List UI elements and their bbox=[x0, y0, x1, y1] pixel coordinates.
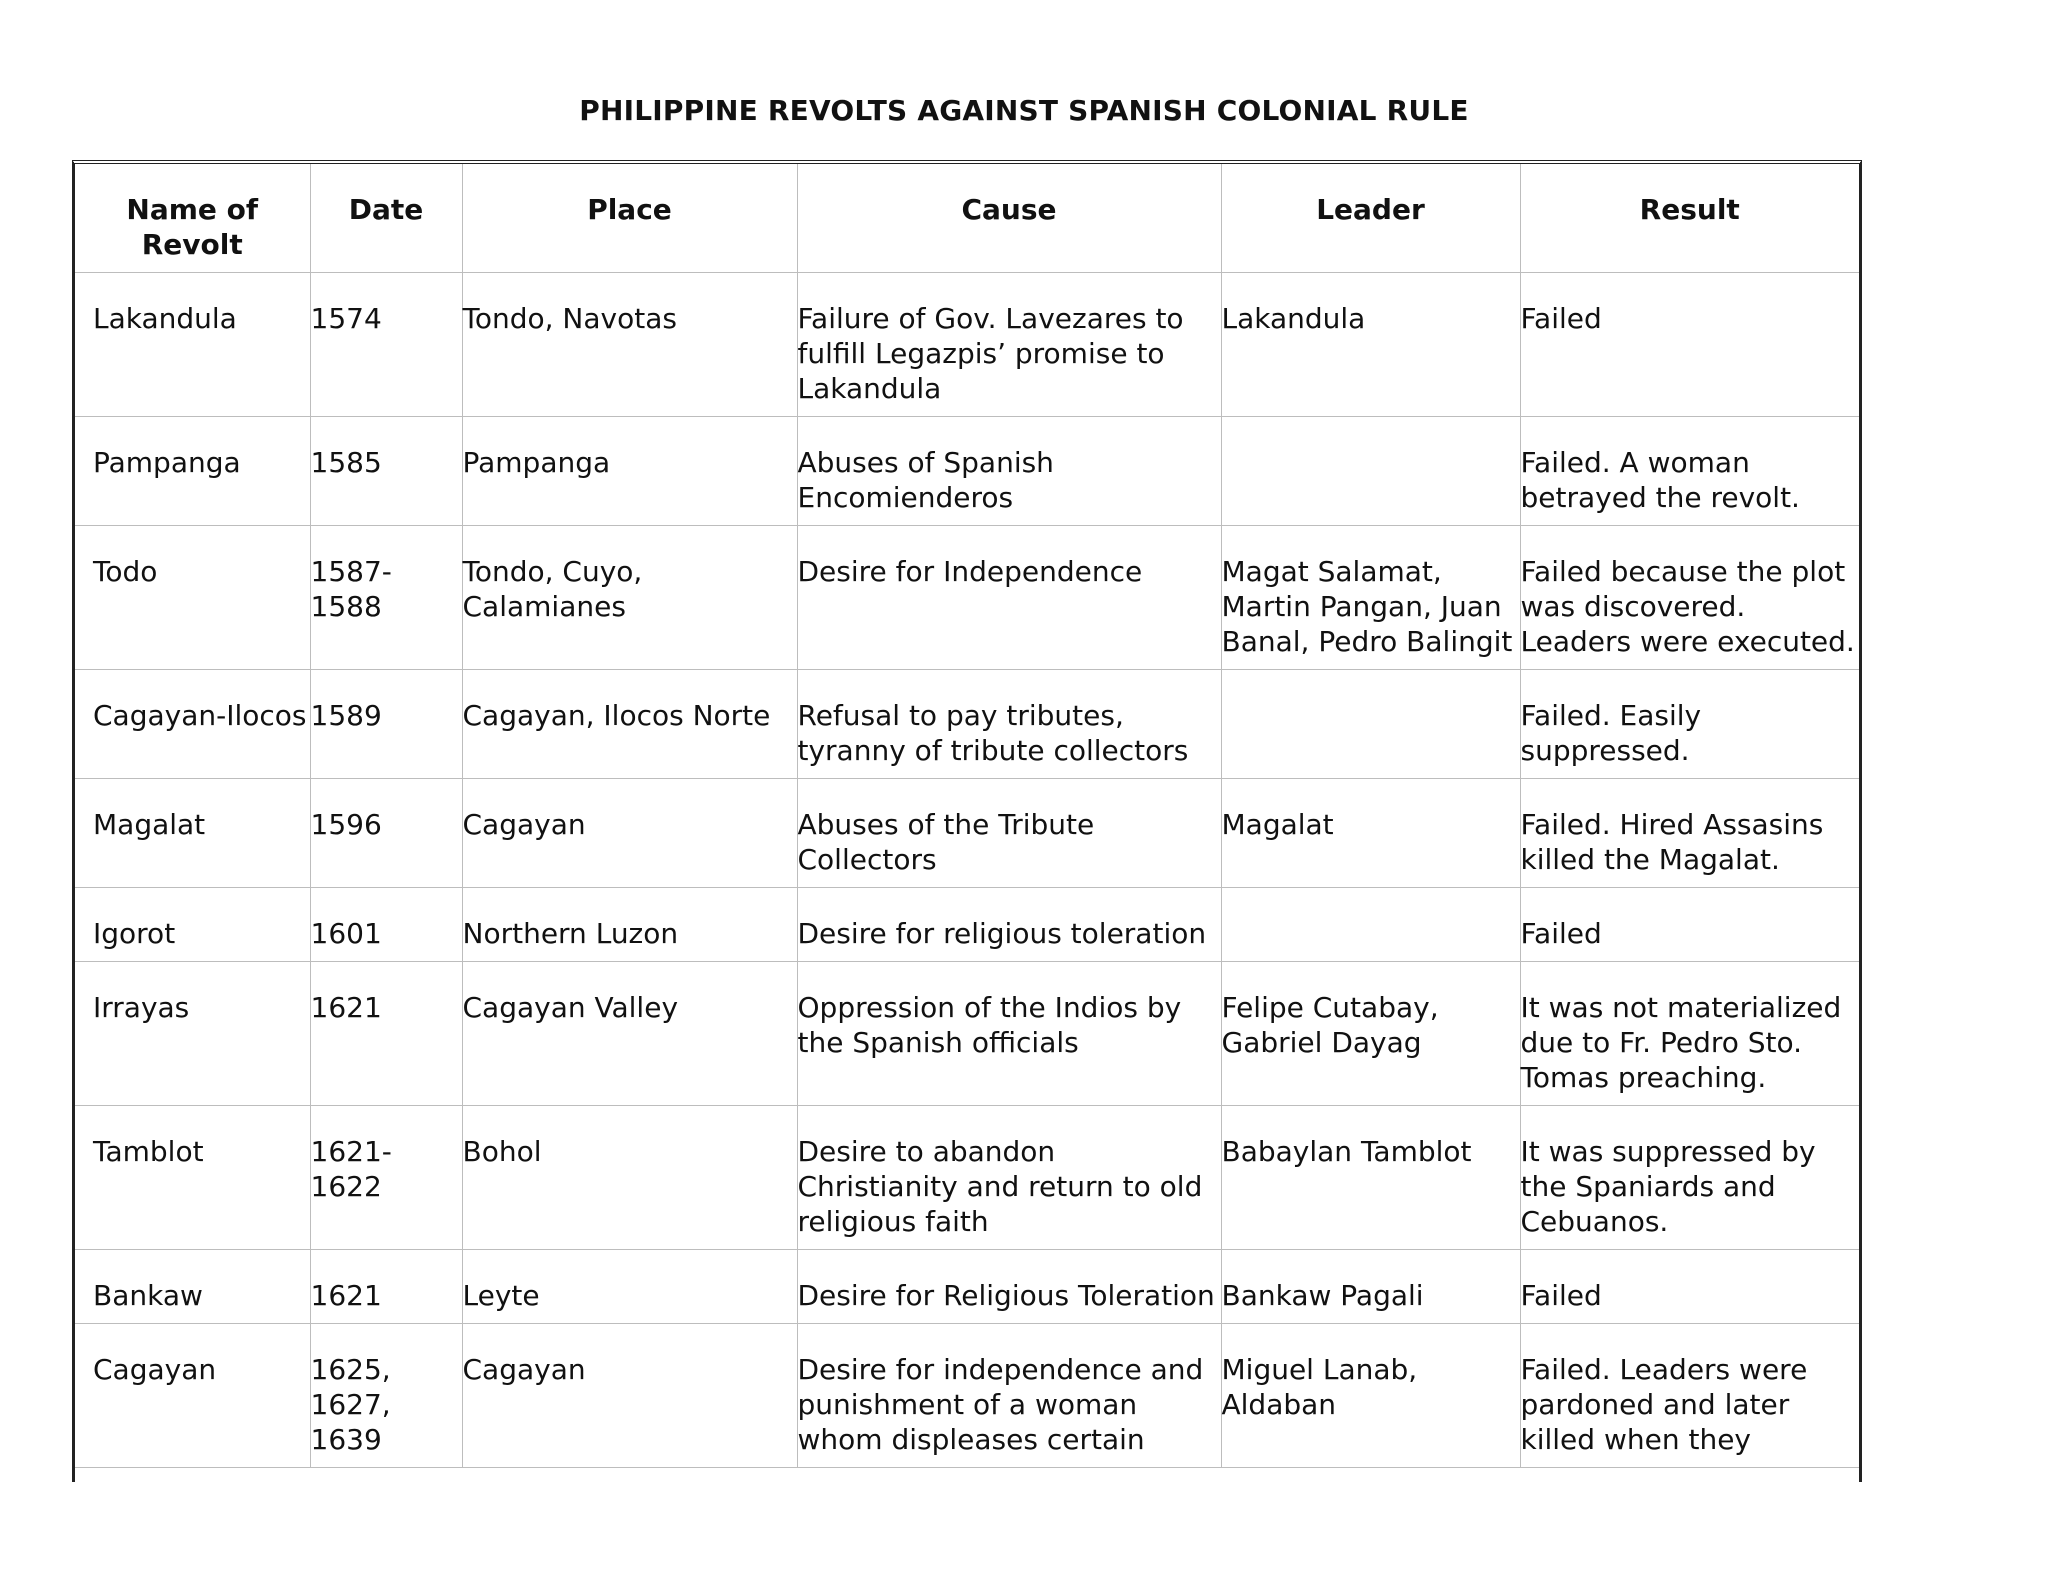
cell-date: 1585 bbox=[310, 417, 462, 526]
cell-result: Failed. Leaders were pardoned and later killed when they bbox=[1520, 1324, 1859, 1468]
table-row bbox=[75, 779, 1859, 888]
cell-place: Cagayan Valley bbox=[462, 962, 797, 1106]
cell-date: 1621 bbox=[310, 1250, 462, 1324]
cell-cause: Failure of Gov. Lavezares to fulfill Legazpis’ promise to Lakandula bbox=[797, 273, 1221, 417]
cell-cause: Desire to abandon Christianity and return to old religious faith bbox=[797, 1106, 1221, 1250]
cell-cause: Desire for independence and punishment of a woman whom displeases certain bbox=[797, 1324, 1221, 1468]
cell-date: 1589 bbox=[310, 670, 462, 779]
cell-place: Cagayan bbox=[462, 1324, 797, 1468]
cell-cause: Desire for Religious Toleration bbox=[797, 1250, 1221, 1324]
cell-leader: Lakandula bbox=[1221, 273, 1520, 417]
cell-name: Todo bbox=[75, 526, 310, 670]
cell-place: Tondo, Cuyo, Calamianes bbox=[462, 526, 797, 670]
cell-leader: Felipe Cutabay, Gabriel Dayag bbox=[1221, 962, 1520, 1106]
cell-leader: Miguel Lanab, Aldaban bbox=[1221, 1324, 1520, 1468]
table-row bbox=[75, 1250, 1859, 1324]
cell-leader bbox=[1221, 888, 1520, 962]
cell-name: Igorot bbox=[75, 888, 310, 962]
table-row bbox=[75, 273, 1859, 417]
cell-result: Failed bbox=[1520, 888, 1859, 962]
cell-name: Cagayan-Ilocos bbox=[75, 670, 310, 779]
cell-result: Failed. Easily suppressed. bbox=[1520, 670, 1859, 779]
cell-name: Pampanga bbox=[75, 417, 310, 526]
cell-name: Lakandula bbox=[75, 273, 310, 417]
cell-leader: Magat Salamat, Martin Pangan, Juan Banal, Pedro Balingit bbox=[1221, 526, 1520, 670]
header-name-of-revolt: Name of Revolt bbox=[75, 164, 310, 273]
table-row bbox=[75, 670, 1859, 779]
cell-cause: Refusal to pay tributes, tyranny of tribute collectors bbox=[797, 670, 1221, 779]
header-place: Place bbox=[462, 164, 797, 273]
cell-result: Failed bbox=[1520, 273, 1859, 417]
header-result: Result bbox=[1520, 164, 1859, 273]
cell-cause: Abuses of Spanish Encomienderos bbox=[797, 417, 1221, 526]
cell-place: Bohol bbox=[462, 1106, 797, 1250]
table-row bbox=[75, 962, 1859, 1106]
table-row bbox=[75, 1106, 1859, 1250]
table-row bbox=[75, 526, 1859, 670]
cell-date: 1621 bbox=[310, 962, 462, 1106]
cell-result: Failed bbox=[1520, 1250, 1859, 1324]
cell-cause: Abuses of the Tribute Collectors bbox=[797, 779, 1221, 888]
revolts-table-container bbox=[72, 160, 1862, 1482]
cell-cause: Oppression of the Indios by the Spanish officials bbox=[797, 962, 1221, 1106]
table-row bbox=[75, 1324, 1859, 1468]
cell-date: 1587-1588 bbox=[310, 526, 462, 670]
cell-leader bbox=[1221, 670, 1520, 779]
table-row bbox=[75, 888, 1859, 962]
cell-date: 1596 bbox=[310, 779, 462, 888]
cell-leader: Bankaw Pagali bbox=[1221, 1250, 1520, 1324]
cell-name: Magalat bbox=[75, 779, 310, 888]
cell-date: 1625, 1627, 1639 bbox=[310, 1324, 462, 1468]
table-header-row bbox=[75, 164, 1859, 273]
cell-date: 1574 bbox=[310, 273, 462, 417]
header-leader: Leader bbox=[1221, 164, 1520, 273]
cell-cause: Desire for religious toleration bbox=[797, 888, 1221, 962]
cell-place: Cagayan, Ilocos Norte bbox=[462, 670, 797, 779]
cell-date: 1621-1622 bbox=[310, 1106, 462, 1250]
cell-leader: Babaylan Tamblot bbox=[1221, 1106, 1520, 1250]
cell-place: Cagayan bbox=[462, 779, 797, 888]
table-row bbox=[75, 417, 1859, 526]
document-title: PHILIPPINE REVOLTS AGAINST SPANISH COLONIAL RULE bbox=[579, 94, 1469, 127]
header-date: Date bbox=[310, 164, 462, 273]
cell-result: Failed. A woman betrayed the revolt. bbox=[1520, 417, 1859, 526]
cell-result: Failed because the plot was discovered. Leaders were executed. bbox=[1520, 526, 1859, 670]
cell-result: It was suppressed by the Spaniards and Cebuanos. bbox=[1520, 1106, 1859, 1250]
cell-name: Irrayas bbox=[75, 962, 310, 1106]
cell-name: Cagayan bbox=[75, 1324, 310, 1468]
header-cause: Cause bbox=[797, 164, 1221, 273]
cell-place: Tondo, Navotas bbox=[462, 273, 797, 417]
cell-place: Pampanga bbox=[462, 417, 797, 526]
cell-place: Leyte bbox=[462, 1250, 797, 1324]
cell-name: Tamblot bbox=[75, 1106, 310, 1250]
cell-leader: Magalat bbox=[1221, 779, 1520, 888]
revolts-table bbox=[75, 164, 1859, 1468]
cell-name: Bankaw bbox=[75, 1250, 310, 1324]
cell-cause: Desire for Independence bbox=[797, 526, 1221, 670]
cell-place: Northern Luzon bbox=[462, 888, 797, 962]
cell-leader bbox=[1221, 417, 1520, 526]
cell-result: Failed. Hired Assasins killed the Magalat. bbox=[1520, 779, 1859, 888]
cell-date: 1601 bbox=[310, 888, 462, 962]
cell-result: It was not materialized due to Fr. Pedro Sto. Tomas preaching. bbox=[1520, 962, 1859, 1106]
